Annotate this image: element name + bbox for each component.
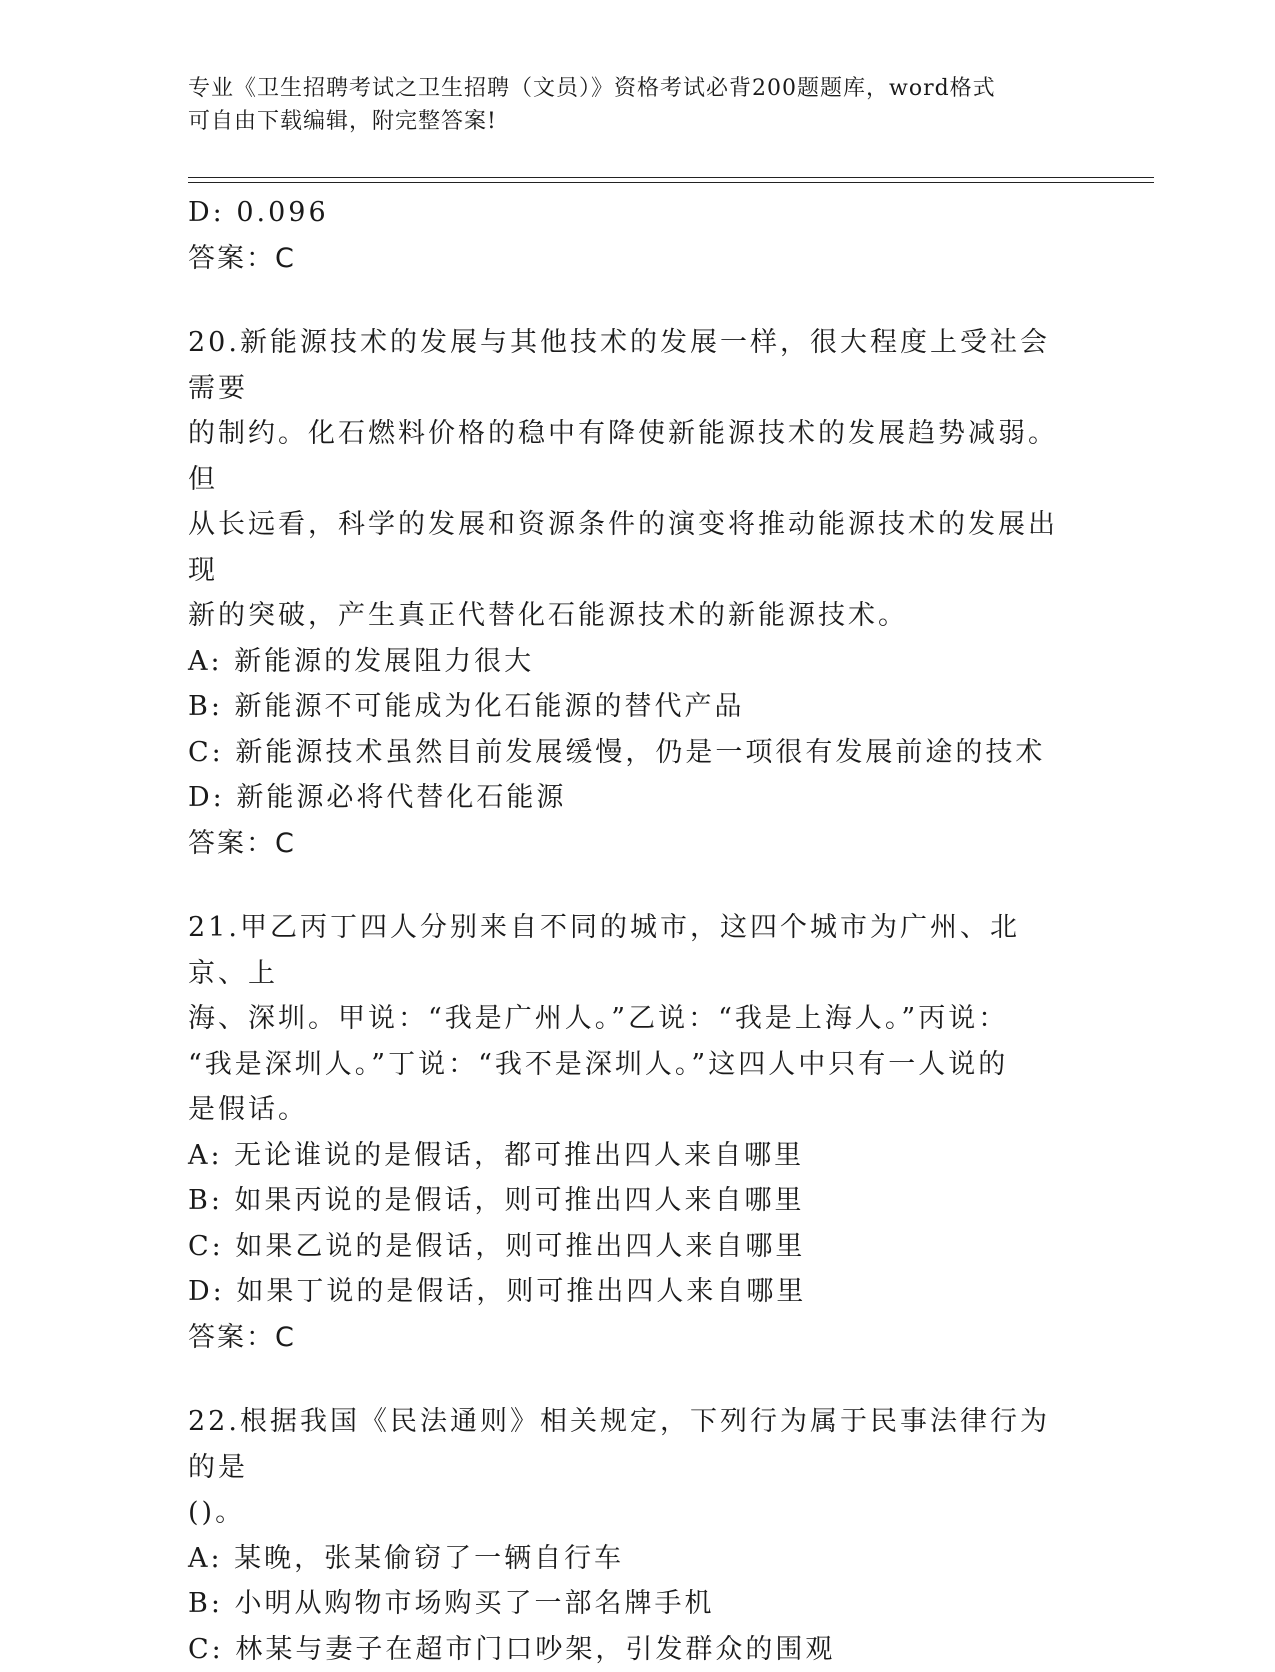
option-d: D: 新能源必将代替化石能源 bbox=[188, 775, 1088, 821]
header-title-line-1: 专业《卫生招聘考试之卫生招聘（文员）》资格考试必背200题题库，word格式 bbox=[188, 72, 1068, 105]
question-stem-line: 20.新能源技术的发展与其他技术的发展一样，很大程度上受社会需要 bbox=[188, 320, 1068, 411]
answer-line: 答案：C bbox=[188, 1315, 1088, 1361]
option-d: D: 0.096 bbox=[188, 190, 1088, 236]
question-stem-line: 海、深圳。甲说：“我是广州人。”乙说：“我是上海人。”丙说： bbox=[188, 996, 1068, 1042]
header-title-line-2: 可自由下载编辑，附完整答案! bbox=[188, 105, 1068, 138]
option-a: A: 无论谁说的是假话，都可推出四人来自哪里 bbox=[188, 1133, 1088, 1179]
header-divider-top bbox=[188, 177, 1154, 178]
answer-line: 答案：C bbox=[188, 821, 1088, 867]
option-a: A: 新能源的发展阻力很大 bbox=[188, 639, 1088, 685]
option-c: C: 如果乙说的是假话，则可推出四人来自哪里 bbox=[188, 1224, 1088, 1270]
question-stem-line: 22.根据我国《民法通则》相关规定，下列行为属于民事法律行为的是 bbox=[188, 1399, 1068, 1490]
question-stem-line: 从长远看，科学的发展和资源条件的演变将推动能源技术的发展出现 bbox=[188, 502, 1068, 593]
header-divider-bottom bbox=[188, 182, 1154, 183]
question-21 bbox=[188, 905, 1088, 1360]
question-stem-line: 的制约。化石燃料价格的稳中有降使新能源技术的发展趋势减弱。但 bbox=[188, 411, 1068, 502]
option-c: C: 新能源技术虽然目前发展缓慢，仍是一项很有发展前途的技术 bbox=[188, 730, 1088, 776]
answer-line: 答案：C bbox=[188, 236, 1088, 282]
spacer bbox=[188, 1360, 1088, 1399]
option-c: C: 林某与妻子在超市门口吵架，引发群众的围观 bbox=[188, 1627, 1088, 1672]
question-stem-line: 新的突破，产生真正代替化石能源技术的新能源技术。 bbox=[188, 593, 1068, 639]
question-stem-line: 21.甲乙丙丁四人分别来自不同的城市，这四个城市为广州、北京、上 bbox=[188, 905, 1068, 996]
question-content bbox=[188, 190, 1088, 1672]
option-d: D: 如果丁说的是假话，则可推出四人来自哪里 bbox=[188, 1269, 1088, 1315]
option-b: B: 新能源不可能成为化石能源的替代产品 bbox=[188, 684, 1088, 730]
question-stem-line: ()。 bbox=[188, 1490, 1068, 1536]
question-stem-line: “我是深圳人。”丁说：“我不是深圳人。”这四人中只有一人说的 bbox=[188, 1042, 1068, 1088]
spacer bbox=[188, 281, 1088, 320]
option-a: A: 某晚，张某偷窃了一辆自行车 bbox=[188, 1536, 1088, 1582]
option-b: B: 小明从购物市场购买了一部名牌手机 bbox=[188, 1581, 1088, 1627]
option-b: B: 如果丙说的是假话，则可推出四人来自哪里 bbox=[188, 1178, 1088, 1224]
question-20 bbox=[188, 320, 1088, 866]
question-stem-line: 是假话。 bbox=[188, 1087, 1068, 1133]
spacer bbox=[188, 866, 1088, 905]
previous-question-tail bbox=[188, 190, 1088, 281]
page-header bbox=[188, 72, 1068, 138]
question-22 bbox=[188, 1399, 1088, 1672]
